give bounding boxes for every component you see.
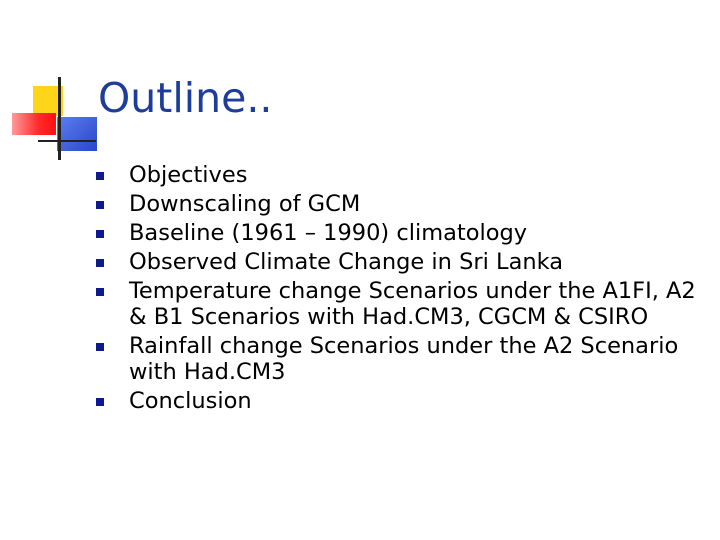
bullet-text: Observed Climate Change in Sri Lanka — [129, 249, 564, 275]
bullet-item-conclusion — [96, 388, 706, 414]
bullet-list — [96, 162, 706, 417]
decorative-logo — [0, 0, 110, 170]
bullet-text: Baseline (1961 – 1990) climatology — [129, 220, 528, 246]
square-bullet-icon — [96, 398, 104, 406]
logo-red-bar — [12, 113, 56, 135]
bullet-text: Conclusion — [129, 388, 252, 414]
logo-vertical-line — [58, 77, 61, 160]
square-bullet-icon — [96, 201, 104, 209]
bullet-item-downscaling — [96, 191, 706, 217]
square-bullet-icon — [96, 343, 104, 351]
bullet-item-observed-change — [96, 249, 706, 275]
bullet-text: Rainfall change Scenarios under the A2 Scenario with Had.CM3 — [129, 333, 679, 385]
square-bullet-icon — [96, 172, 104, 180]
square-bullet-icon — [96, 259, 104, 267]
bullet-item-temperature-scenarios — [96, 278, 706, 330]
logo-blue-square — [57, 117, 97, 151]
slide-title: Outline.. — [98, 74, 273, 122]
logo-horizontal-line — [38, 140, 96, 142]
bullet-text: Temperature change Scenarios under the A1FI, A2 & B1 Scenarios with Had.CM3, CGCM & CSIRO — [129, 278, 696, 330]
bullet-text: Downscaling of GCM — [129, 191, 361, 217]
bullet-item-baseline — [96, 220, 706, 246]
square-bullet-icon — [96, 288, 104, 296]
bullet-item-rainfall-scenarios — [96, 333, 706, 385]
square-bullet-icon — [96, 230, 104, 238]
bullet-item-objectives — [96, 162, 706, 188]
bullet-text: Objectives — [129, 162, 248, 188]
